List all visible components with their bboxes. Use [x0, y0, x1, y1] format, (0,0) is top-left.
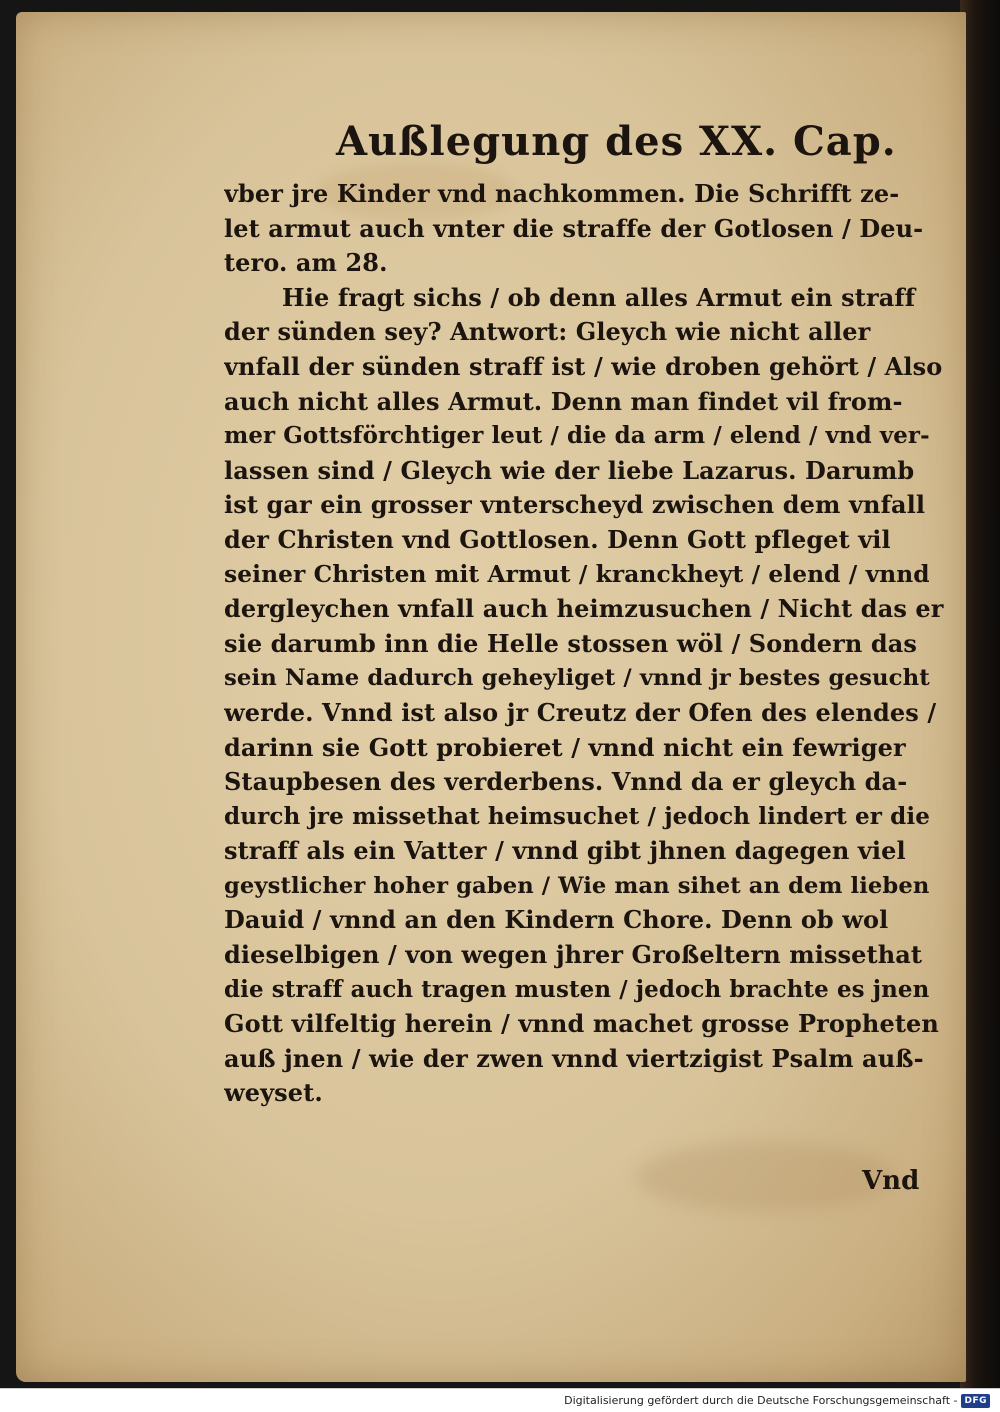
- text-line: der sünden sey? Antwort: Gleych wie nicht aller: [224, 317, 871, 347]
- footer-bar: [0, 1388, 1000, 1412]
- text-line: dergleychen vnfall auch heimzusuchen / Nicht das er: [224, 594, 944, 624]
- text-line: der Christen vnd Gottlosen. Denn Gott pfleget vil: [224, 524, 891, 554]
- text-line: auch nicht alles Armut. Denn man findet vil from-: [224, 386, 903, 416]
- text-line: straff als ein Vatter / vnnd gibt jhnen dagegen viel: [224, 836, 906, 866]
- text-line: mer Gottsförchtiger leut / die da arm / elend / vnd ver-: [224, 422, 930, 450]
- text-line: seiner Christen mit Armut / kranckheyt / elend / vnnd: [224, 560, 930, 588]
- text-line: tero. am 28.: [224, 248, 388, 278]
- text-line: sein Name dadurch geheyliget / vnnd jr bestes gesucht: [224, 665, 930, 692]
- page-text: [224, 90, 944, 1111]
- book-spine: [960, 0, 1000, 1388]
- paper-stain: [636, 1142, 896, 1212]
- dfg-logo-icon: DFG: [961, 1394, 990, 1408]
- catchword: Vnd: [862, 1166, 920, 1196]
- text-line: werde. Vnnd ist also jr Creutz der Ofen des elendes /: [224, 697, 937, 727]
- text-line: Hie fragt sichs / ob denn alles Armut ein straff: [282, 282, 916, 312]
- text-line: vber jre Kinder vnd nachkommen. Die Schrifft ze-: [224, 179, 900, 208]
- text-line: Dauid / vnnd an den Kindern Chore. Denn ob wol: [224, 905, 889, 935]
- text-line: auß jnen / wie der zwen vnnd viertzigist Psalm auß-: [224, 1043, 924, 1073]
- text-line: durch jre missethat heimsuchet / jedoch lindert er die: [224, 802, 931, 830]
- text-line: lassen sind / Gleych wie der liebe Lazarus. Darumb: [224, 455, 915, 485]
- text-line: vnfall der sünden straff ist / wie droben gehört / Also: [224, 351, 943, 381]
- text-line: darinn sie Gott probieret / vnnd nicht ein fewriger: [224, 732, 906, 762]
- text-line: geystlicher hoher gaben / Wie man sihet an dem lieben: [224, 872, 930, 899]
- text-line: ist gar ein grosser vnterscheyd zwischen dem vnfall: [224, 490, 926, 520]
- text-line: sie darumb inn die Helle stossen wöl / Sondern das: [224, 628, 918, 658]
- text-line: dieselbigen / von wegen jhrer Großeltern missethat: [224, 940, 923, 970]
- funding-credit: Digitalisierung gefördert durch die Deutsche Forschungsgemeinschaft -: [564, 1394, 958, 1407]
- text-line: let armut auch vnter die straffe der Gotlosen / Deu-: [224, 213, 924, 243]
- text-line: Gott vilfeltig herein / vnnd machet grosse Propheten: [224, 1009, 939, 1039]
- running-header: Außlegung des XX. Cap.: [336, 118, 897, 165]
- text-line: die straff auch tragen musten / jedoch brachte es jnen: [224, 975, 930, 1003]
- text-line: weyset.: [224, 1078, 323, 1108]
- text-line: Staupbesen des verderbens. Vnnd da er gleych da-: [224, 767, 908, 797]
